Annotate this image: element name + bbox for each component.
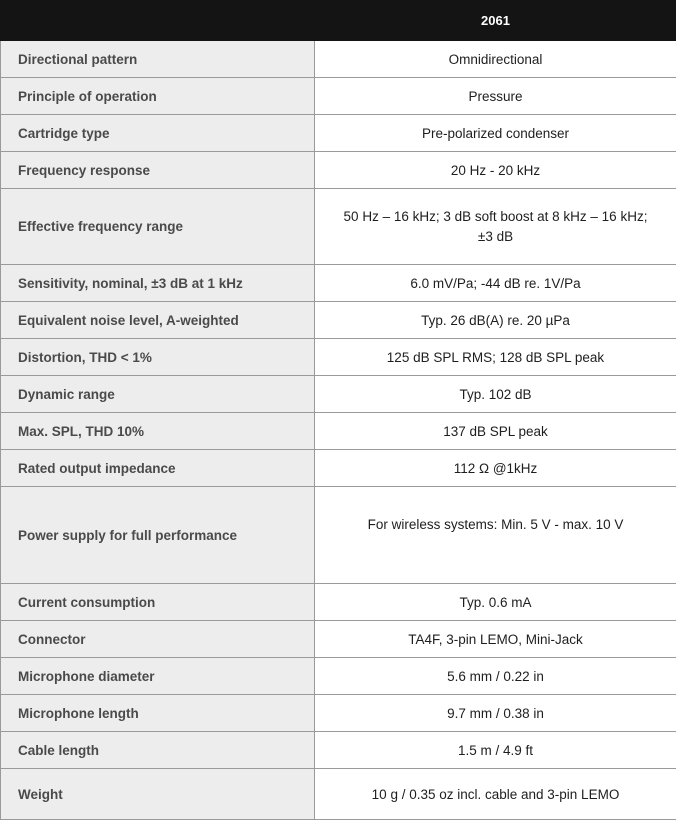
row-label: Cable length xyxy=(1,732,315,769)
table-row xyxy=(1,152,676,189)
row-label: Max. SPL, THD 10% xyxy=(1,413,315,450)
table-row xyxy=(1,78,676,115)
row-value: 10 g / 0.35 oz incl. cable and 3-pin LEMO xyxy=(315,769,676,820)
row-label: Distortion, THD < 1% xyxy=(1,339,315,376)
table-row xyxy=(1,189,676,265)
row-value: 6.0 mV/Pa; -44 dB re. 1V/Pa xyxy=(315,265,676,302)
row-label: Dynamic range xyxy=(1,376,315,413)
row-label: Cartridge type xyxy=(1,115,315,152)
table-row xyxy=(1,115,676,152)
row-label: Power supply for full performance xyxy=(1,487,315,584)
table-row xyxy=(1,732,676,769)
row-value-line: ±3 dB xyxy=(327,227,664,247)
row-value xyxy=(315,189,676,265)
table-row xyxy=(1,584,676,621)
table-row xyxy=(1,769,676,820)
header-model-cell: 2061 xyxy=(315,1,676,41)
table-row xyxy=(1,487,676,584)
table-row xyxy=(1,450,676,487)
row-label: Frequency response xyxy=(1,152,315,189)
row-label: Rated output impedance xyxy=(1,450,315,487)
table-row xyxy=(1,658,676,695)
row-label: Principle of operation xyxy=(1,78,315,115)
row-label: Connector xyxy=(1,621,315,658)
table-row xyxy=(1,339,676,376)
row-value: TA4F, 3-pin LEMO, Mini-Jack xyxy=(315,621,676,658)
table-row xyxy=(1,265,676,302)
row-value: 9.7 mm / 0.38 in xyxy=(315,695,676,732)
row-value: Pre-polarized condenser xyxy=(315,115,676,152)
row-value-line: 50 Hz – 16 kHz; 3 dB soft boost at 8 kHz – 16 kHz; xyxy=(327,207,664,227)
row-value: 112 Ω @1kHz xyxy=(315,450,676,487)
row-label: Directional pattern xyxy=(1,41,315,78)
row-label: Current consumption xyxy=(1,584,315,621)
table-row xyxy=(1,302,676,339)
row-value: 125 dB SPL RMS; 128 dB SPL peak xyxy=(315,339,676,376)
table-row xyxy=(1,413,676,450)
row-label: Sensitivity, nominal, ±3 dB at 1 kHz xyxy=(1,265,315,302)
row-label: Microphone length xyxy=(1,695,315,732)
row-label: Microphone diameter xyxy=(1,658,315,695)
row-value: Typ. 26 dB(A) re. 20 µPa xyxy=(315,302,676,339)
row-value: Omnidirectional xyxy=(315,41,676,78)
row-value: 20 Hz - 20 kHz xyxy=(315,152,676,189)
row-value: 137 dB SPL peak xyxy=(315,413,676,450)
row-label: Weight xyxy=(1,769,315,820)
row-label: Effective frequency range xyxy=(1,189,315,265)
row-value: For wireless systems: Min. 5 V - max. 10 V xyxy=(315,487,676,584)
header-label-cell xyxy=(1,1,315,41)
table-row xyxy=(1,376,676,413)
row-label: Equivalent noise level, A-weighted xyxy=(1,302,315,339)
row-value: 5.6 mm / 0.22 in xyxy=(315,658,676,695)
row-value: Pressure xyxy=(315,78,676,115)
row-value: Typ. 102 dB xyxy=(315,376,676,413)
table-row xyxy=(1,41,676,78)
row-value: 1.5 m / 4.9 ft xyxy=(315,732,676,769)
table-row xyxy=(1,621,676,658)
row-value: Typ. 0.6 mA xyxy=(315,584,676,621)
table-row xyxy=(1,695,676,732)
table-header-row xyxy=(1,1,676,41)
